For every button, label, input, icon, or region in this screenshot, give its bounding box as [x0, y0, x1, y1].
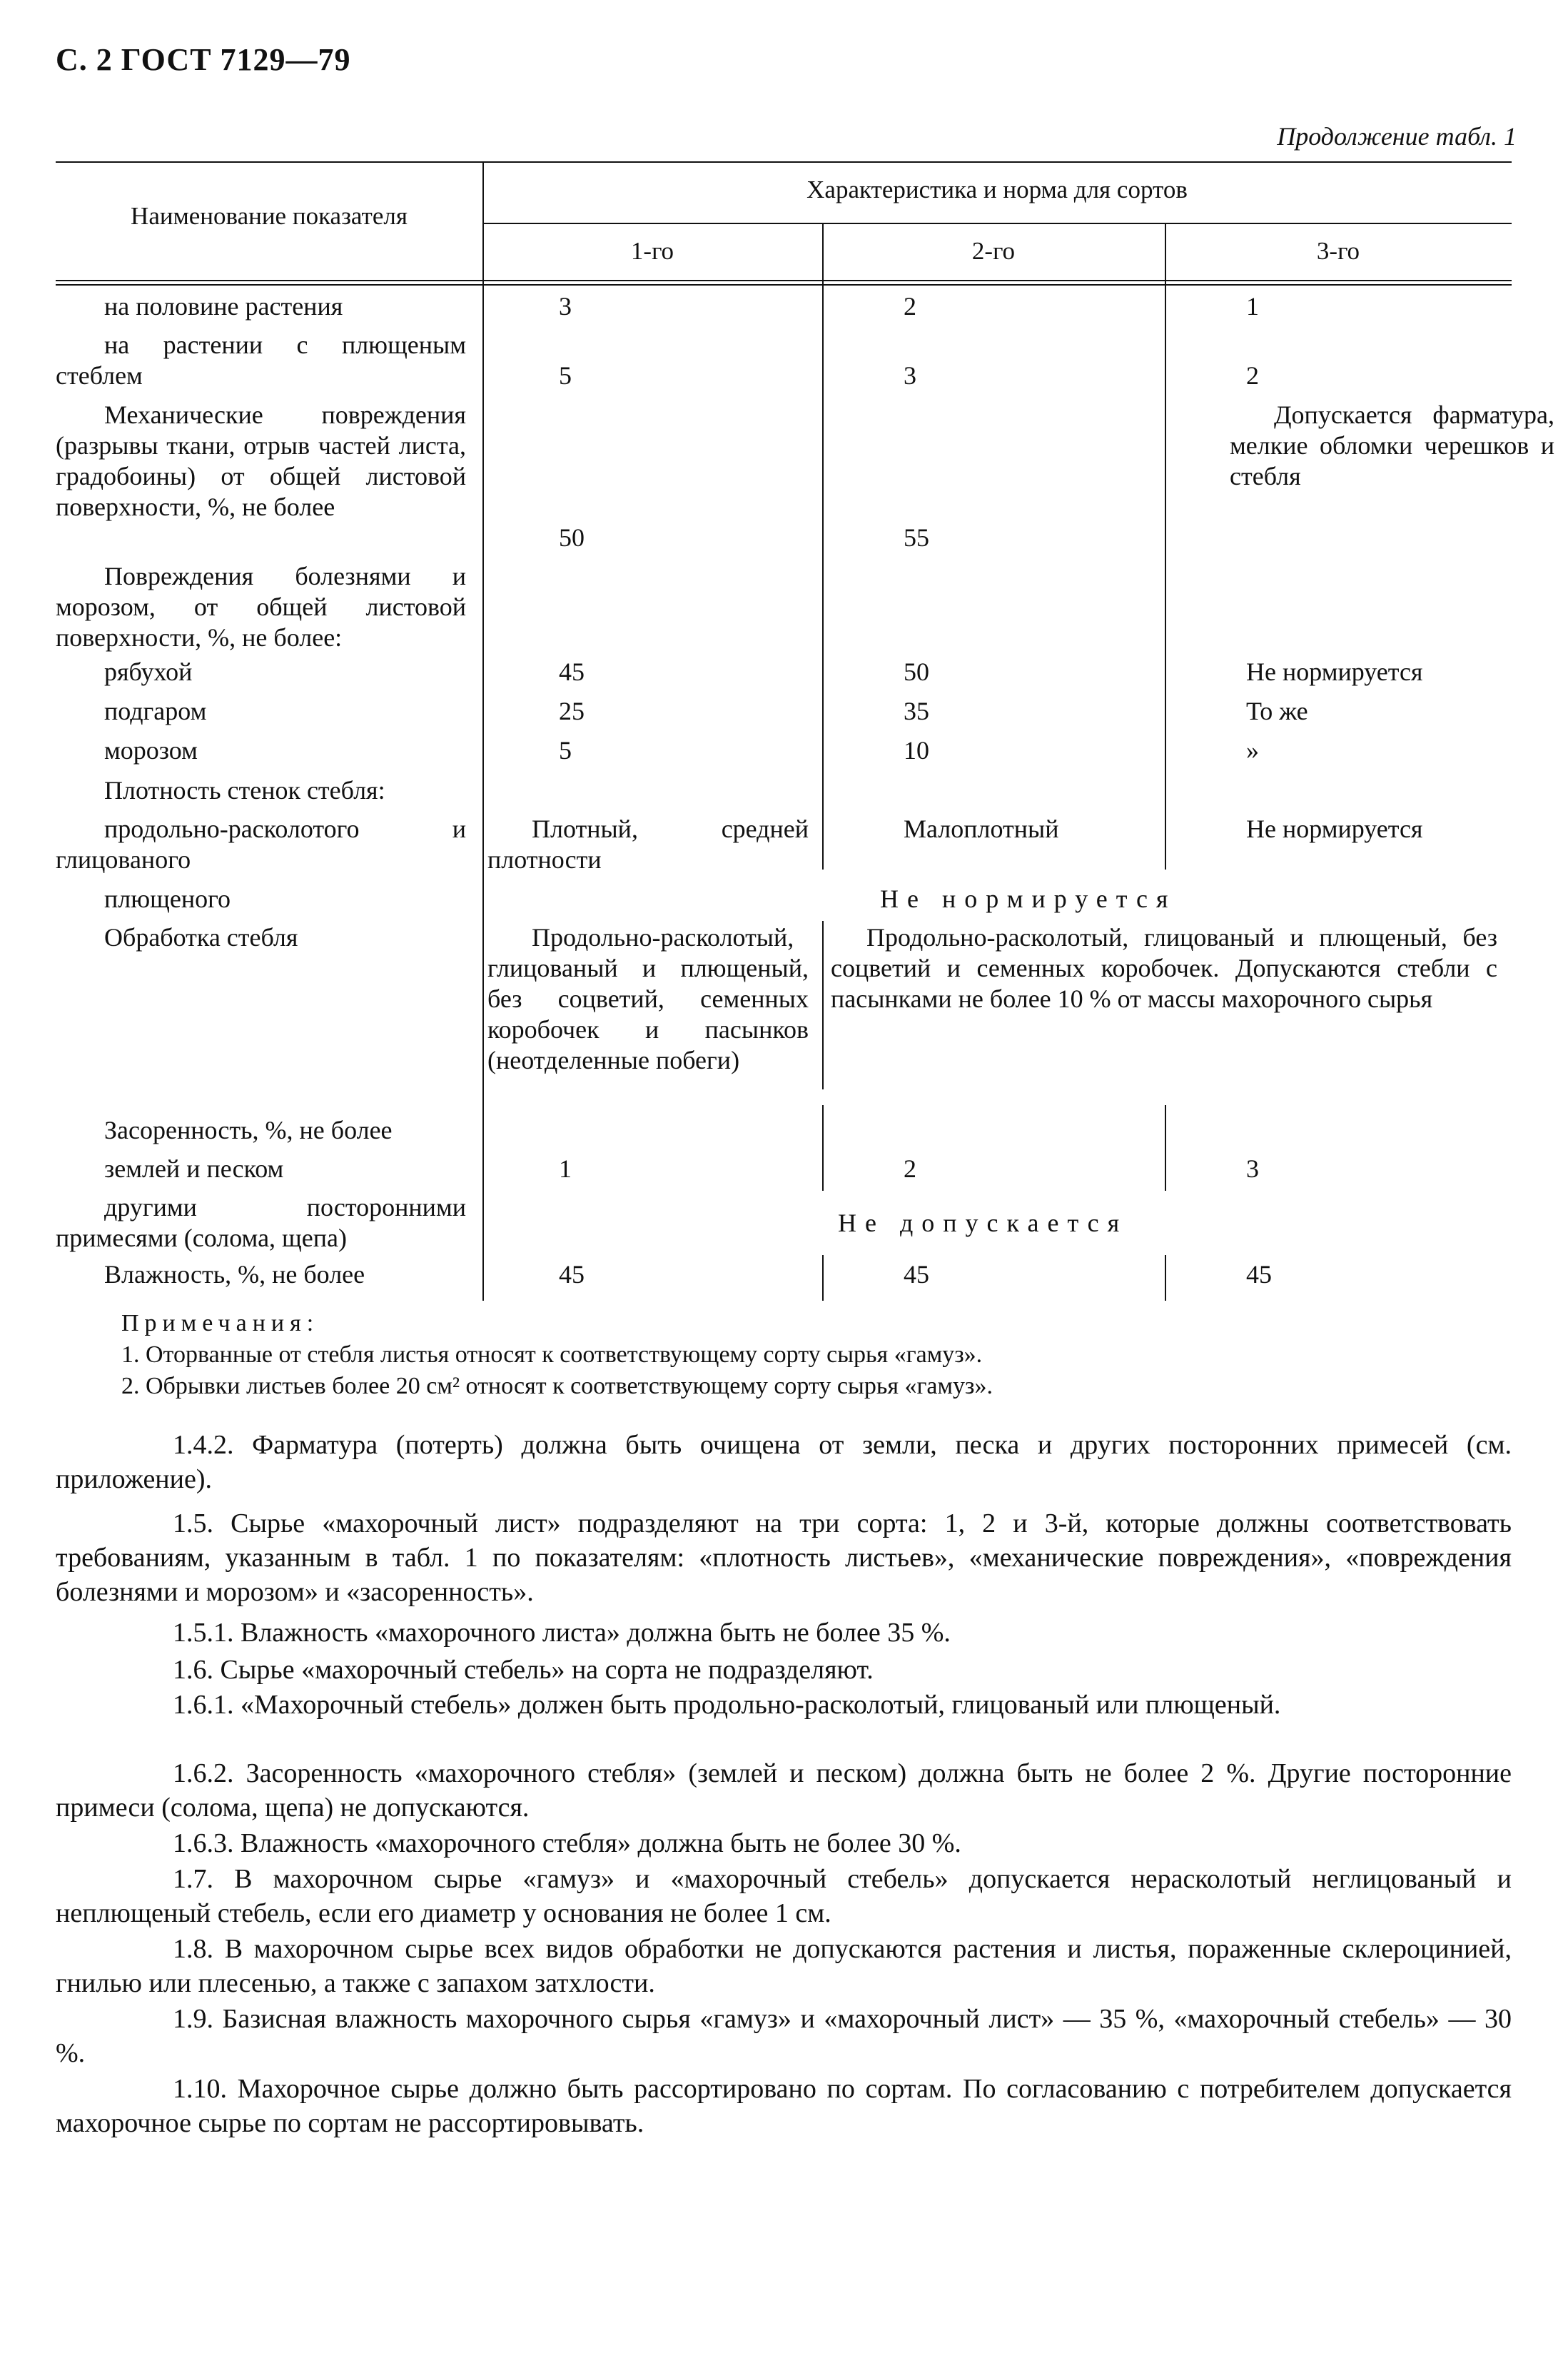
- paragraph-text: 1.6. Сырье «махорочный стебель» на сорта не подразделяют.: [173, 1655, 874, 1685]
- grade-2-value: 35: [904, 697, 929, 725]
- note-item: 2. Обрывки листьев более 20 см² относят к соответствующему сорту сырья «гамуз».: [121, 1373, 993, 1399]
- grade-1-value: 25: [559, 697, 585, 725]
- grade-3-value: 3: [1246, 1154, 1259, 1183]
- grade-2-3-value: Продольно-расколотый, глицованый и плющеный, без соцветий и семенных коробочек. Допускаются стебли с пасынками не более 10 % от массы махорочного сырья: [831, 923, 1497, 1013]
- col-divider-1: [482, 161, 484, 1301]
- row-name: на половине растения: [104, 292, 343, 321]
- row-name: Обработка стебля: [104, 923, 298, 952]
- paragraph: [56, 1932, 1512, 2000]
- grade-2-value: 55: [904, 523, 929, 552]
- grade-2-header: 2-го: [971, 237, 1016, 265]
- paragraph: [56, 1688, 1512, 1722]
- paragraph: [56, 1616, 1512, 1650]
- paragraph: [56, 1862, 1512, 1930]
- paragraph-text: 1.8. В махорочном сырье всех видов обработки не допускаются растения и листья, пораженные склероцинией, гнилью или плесенью, а также с запахом затхлости.: [56, 1934, 1512, 1998]
- grade-header-rule: [482, 223, 1512, 224]
- grade-3-value: Допускается фарматура, мелкие обломки черешков и стебля: [1230, 400, 1554, 490]
- row-name: Механические повреждения (разрывы ткани, отрыв частей листа, градобоины) от общей листовой поверхности, %, не более: [56, 400, 466, 521]
- notes-title: Примечания:: [121, 1310, 320, 1336]
- grade-group-header: Характеристика и норма для сортов: [806, 176, 1188, 203]
- row-name: Влажность, %, не более: [104, 1260, 365, 1289]
- spanning-value: Не допускается: [838, 1209, 1128, 1237]
- paragraph-text: 1.10. Махорочное сырье должно быть рассортировано по сортам. По согласованию с потребителем допускается махорочное сырье по сортам не рассортировывать.: [56, 2074, 1512, 2138]
- paragraph-text: 1.4.2. Фарматура (потерть) должна быть очищена от земли, песка и других посторонних примесей (см. приложение).: [56, 1430, 1512, 1494]
- grade-3-value: 1: [1246, 292, 1259, 321]
- grade-2-value: 50: [904, 658, 929, 686]
- grade-1-value: 50: [559, 523, 585, 552]
- row-name: рябухой: [104, 658, 193, 686]
- grade-2-value: Малоплотный: [904, 815, 1059, 843]
- table-top-rule: [56, 161, 1512, 163]
- paragraph-text: 1.5. Сырье «махорочный лист» подразделяют на три сорта: 1, 2 и 3-й, которые должны соответствовать требованиям, указанным в табл. 1 по показателям: «плотность листьев», «механические повреждения», «повреждения болезнями и морозом» и «засоренность».: [56, 1508, 1512, 1607]
- grade-3-value: Не нормируется: [1246, 658, 1423, 686]
- grade-1-value: 45: [559, 1260, 585, 1289]
- grade-2-value: 10: [904, 736, 929, 765]
- grade-1-value: 5: [559, 736, 572, 765]
- col-divider-2b: [822, 921, 824, 1089]
- paragraph: [56, 2072, 1512, 2140]
- paragraph-text: 1.5.1. Влажность «махорочного листа» должна быть не более 35 %.: [173, 1618, 951, 1648]
- paragraph: [56, 1506, 1512, 1609]
- paragraph: [56, 1428, 1512, 1496]
- row-name: плющеного: [104, 885, 231, 913]
- grade-2-value: 2: [904, 1154, 916, 1183]
- row-name: подгаром: [104, 697, 207, 725]
- paragraph-text: 1.6.1. «Махорочный стебель» должен быть продольно-расколотый, глицованый или плющеный.: [173, 1690, 1281, 1720]
- grade-1-value: 3: [559, 292, 572, 321]
- row-name: Плотность стенок стебля:: [104, 776, 385, 805]
- table-notes: [121, 1308, 993, 1402]
- row-name: морозом: [104, 736, 198, 765]
- table-continuation-label: Продолжение табл. 1: [1277, 122, 1517, 151]
- row-name: землей и песком: [104, 1154, 284, 1183]
- grade-3-value: 2: [1246, 361, 1259, 390]
- paragraph: [56, 1653, 1512, 1687]
- grade-3-value: То же: [1246, 697, 1308, 725]
- row-name: продольно-расколотого и глицованого: [56, 815, 466, 874]
- grade-1-value: 5: [559, 361, 572, 390]
- grade-1-header: 1-го: [630, 237, 674, 265]
- paragraph-text: 1.9. Базисная влажность махорочного сырья «гамуз» и «махорочный лист» — 35 %, «махорочный стебель» — 30 %.: [56, 2004, 1512, 2068]
- grade-1-value: 1: [559, 1154, 572, 1183]
- header-bottom-rule-2: [56, 284, 1512, 286]
- paragraph: [56, 1826, 1512, 1860]
- spanning-value: Не нормируется: [880, 885, 1177, 913]
- paragraph-text: 1.6.2. Засоренность «махорочного стебля» (землей и песком) должна быть не более 2 %. Другие посторонние примеси (солома, щепа) не допускаются.: [56, 1758, 1512, 1823]
- page-header: С. 2 ГОСТ 7129—79: [56, 42, 351, 77]
- header-bottom-rule: [56, 280, 1512, 281]
- paragraph-text: 1.7. В махорочном сырье «гамуз» и «махорочный стебель» допускается нерасколотый неглицованый и неплющеный стебель, если его диаметр у основания не более 1 см.: [56, 1864, 1512, 1928]
- grade-3-header: 3-го: [1316, 237, 1360, 265]
- paragraph-text: 1.6.3. Влажность «махорочного стебля» должна быть не более 30 %.: [173, 1828, 961, 1858]
- paragraph: [56, 2002, 1512, 2070]
- grade-1-value: Продольно-расколотый, глицованый и плющеный, без соцветий, семенных коробочек и пасынков (неотделенные побеги): [487, 923, 809, 1074]
- grade-3-value: 45: [1246, 1260, 1272, 1289]
- row-name: на растении с плющеным стеблем: [56, 331, 466, 390]
- row-name: другими посторонними примесями (солома, щепа): [56, 1193, 466, 1252]
- row-name: Засоренность, %, не более: [104, 1116, 393, 1144]
- grade-2-value: 45: [904, 1260, 929, 1289]
- paragraph: [56, 1756, 1512, 1825]
- grade-2-value: 2: [904, 292, 916, 321]
- grade-3-value: Не нормируется: [1246, 815, 1423, 843]
- note-item: 1. Оторванные от стебля листья относят к соответствующему сорту сырья «гамуз».: [121, 1341, 983, 1368]
- grade-1-value: Плотный, средней плотности: [487, 815, 809, 874]
- indicator-column-header: Наименование показателя: [131, 202, 408, 230]
- grade-2-value: 3: [904, 361, 916, 390]
- grade-1-value: 45: [559, 658, 585, 686]
- grade-3-value: »: [1246, 736, 1259, 765]
- row-name: Повреждения болезнями и морозом, от общей листовой поверхности, %, не более:: [56, 562, 466, 652]
